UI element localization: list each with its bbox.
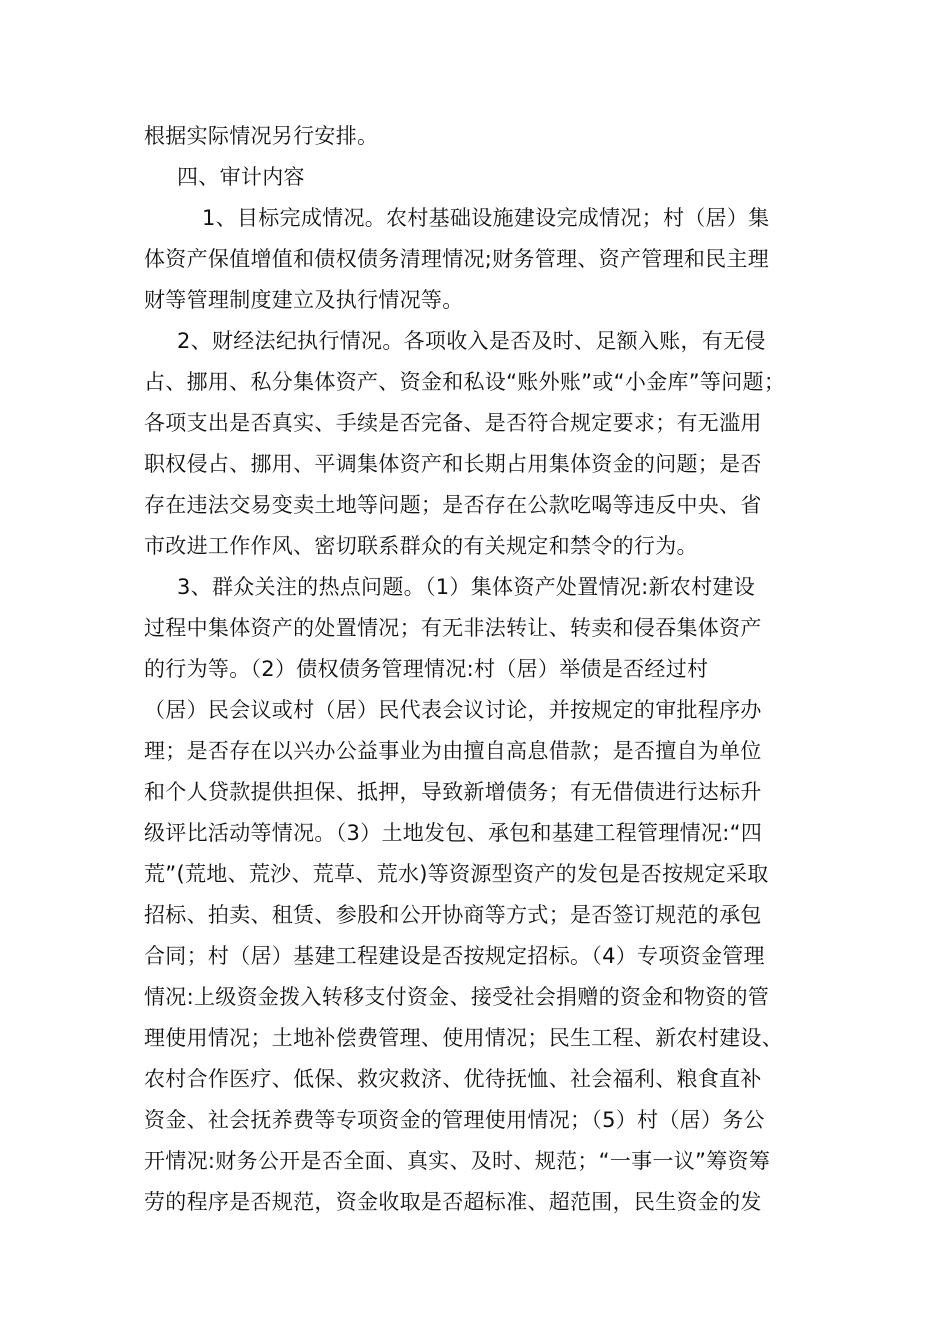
text-line: 的行为等。（2）债权债务管理情况:村（居）举债是否经过村 <box>144 657 709 681</box>
paragraph-start: 2、财经法纪执行情况。各项收入是否及时、足额入账，有无侵 <box>177 329 766 353</box>
text-line: 招标、拍卖、租赁、参股和公开协商等方式；是否签订规范的承包 <box>144 903 762 927</box>
text-line: 存在违法交易变卖土地等问题；是否存在公款吃喝等违反中央、省 <box>144 493 762 517</box>
text-line: 占、挪用、私分集体资产、资金和私设“账外账”或“小金库”等问题； <box>144 370 786 394</box>
text-line: 和个人贷款提供担保、抵押，导致新增债务；有无借债进行达标升 <box>144 780 762 804</box>
text-line: 过程中集体资产的处置情况；有无非法转让、转卖和侵吞集体资产 <box>144 616 762 640</box>
paragraph-start: 3、群众关注的热点问题。（1）集体资产处置情况:新农村建设 <box>177 575 755 599</box>
text-line: 农村合作医疗、低保、救灾救济、优待抚恤、社会福利、粮食直补 <box>144 1067 762 1091</box>
text-line: （居）民会议或村（居）民代表会议讨论，并按规定的审批程序办 <box>144 698 762 722</box>
text-line: 劳的程序是否规范，资金收取是否超标准、超范围，民生资金的发 <box>144 1190 762 1214</box>
text-line: 资金、社会抚养费等专项资金的管理使用情况；（5）村（居）务公 <box>144 1108 765 1132</box>
text-line: 市改进工作作风、密切联系群众的有关规定和禁令的行为。 <box>144 534 698 558</box>
text-line: 体资产保值增值和债权债务清理情况;财务管理、资产管理和民主理 <box>144 247 770 271</box>
text-line: 理使用情况；土地补偿费管理、使用情况；民生工程、新农村建设、 <box>144 1026 783 1050</box>
text-line: 各项支出是否真实、手续是否完备、是否符合规定要求；有无滥用 <box>144 411 762 435</box>
text-line: 荒”(荒地、荒沙、荒草、荒水)等资源型资产的发包是否按规定采取 <box>144 862 769 886</box>
section-heading: 四、审计内容 <box>177 165 305 189</box>
paragraph-start: 1、目标完成情况。农村基础设施建设完成情况；村（居）集 <box>202 206 770 230</box>
text-line: 开情况:财务公开是否全面、真实、及时、规范；“一事一议”筹资筹 <box>144 1149 771 1173</box>
text-line: 级评比活动等情况。（3）土地发包、承包和基建工程管理情况:“四 <box>144 821 763 845</box>
text-line: 理；是否存在以兴办公益事业为由擅自高息借款；是否擅自为单位 <box>144 739 762 763</box>
text-line: 合同；村（居）基建工程建设是否按规定招标。（4）专项资金管理 <box>144 944 765 968</box>
text-line: 财等管理制度建立及执行情况等。 <box>144 288 464 312</box>
text-line: 情况:上级资金拨入转移支付资金、接受社会捐赠的资金和物资的管 <box>144 985 770 1009</box>
text-line: 根据实际情况另行安排。 <box>144 124 379 148</box>
text-line: 职权侵占、挪用、平调集体资产和长期占用集体资金的问题；是否 <box>144 452 762 476</box>
